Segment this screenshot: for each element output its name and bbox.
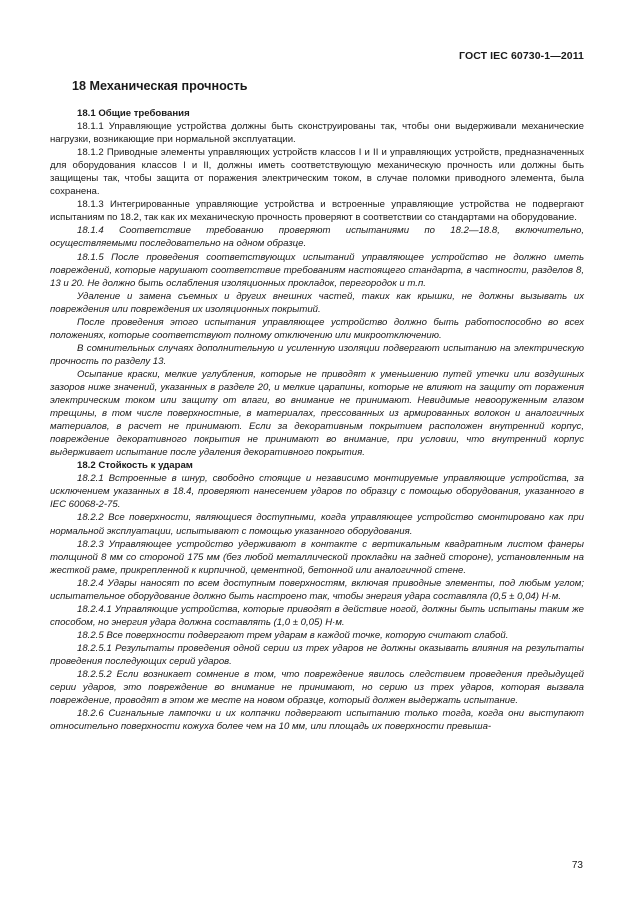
paragraph: 18.2.4 Удары наносят по всем доступным поверхностям, включая приводные элементы, под любым углом; испытательное оборудование должно быть настроено так, чтобы энергия удара составляла (0,5 ± 0,04) Н·м. bbox=[50, 577, 584, 602]
paragraph: 18.1.3 Интегрированные управляющие устройства и встроенные управляющие устройства не подвергают испытаниям по 18.2, так как их механическую прочность проверяют в соответствии со стандартами на оборудование. bbox=[50, 199, 584, 224]
paragraph: 18.2.3 Управляющее устройство удерживают в контакте с вертикальным квадратным листом фанеры толщиной 8 мм со стороной 175 мм (без любой металлической прокладки на задней стороне), установленным на жесткой раме, прикрепленной к кирпичной, цементной, бетонной или аналогичной стене. bbox=[50, 538, 584, 576]
paragraph: В сомнительных случаях дополнительную и усиленную изоляции подвергают испытанию на электрическую прочность по разделу 13. bbox=[50, 342, 584, 367]
page-content bbox=[50, 78, 584, 733]
section-title: 18 Механическая прочность bbox=[72, 79, 248, 93]
paragraph: 18.2.6 Сигнальные лампочки и их колпачки подвергают испытанию только тогда, когда они выступают относительно поверхности кожуха более чем на 10 мм, или площадь их поверхности превыша- bbox=[50, 708, 584, 733]
paragraph: После проведения этого испытания управляющее устройство должно быть работоспособно во всех положениях, которые соответствуют полному отключению или микроотключению. bbox=[50, 316, 584, 341]
paragraph: 18.2.5 Все поверхности подвергают трем ударам в каждой точке, которую считают слабой. bbox=[77, 629, 509, 641]
paragraph: 18.2.4.1 Управляющие устройства, которые приводят в действие ногой, должны быть испытаны таким же способом, но энергия удара должна составлять (1,0 ± 0,05) Н·м. bbox=[50, 603, 584, 628]
paragraph: 18.2.2 Все поверхности, являющиеся доступными, когда управляющее устройство смонтировано как при нормальной эксплуатации, испытывают с помощью указанного оборудования. bbox=[50, 512, 584, 537]
standard-code: ГОСТ IEC 60730-1—2011 bbox=[459, 50, 584, 62]
page-number: 73 bbox=[571, 860, 583, 871]
paragraph: 18.2.5.1 Результаты проведения одной серии из трех ударов не должны оказывать влияния на результаты проведения последующих серий ударов. bbox=[50, 642, 584, 667]
subsection-title-impact: 18.2 Стойкость к ударам bbox=[77, 460, 193, 472]
paragraph: 18.1.5 После проведения соответствующих испытаний управляющее устройство не должно иметь повреждений, которые нарушают соответствие требованиям настоящего стандарта, в частности, разделов 8, 13 и 20. Не должно быть ослабления изоляционных прокладок, перегородок и т.п. bbox=[50, 251, 584, 289]
paragraph: 18.1.2 Приводные элементы управляющих устройств классов I и II и управляющих устройств, предназначенных для оборудования классов I и II, должны иметь соответствующую механическую прочность или должны быть защищены так, чтобы защита от поражения электрическим током, в случае поломки приводного элемента, была сохранена. bbox=[50, 147, 584, 198]
paragraph: Удаление и замена съемных и других внешних частей, таких как крышки, не должны вызывать их повреждения или повреждения их изоляционных покрытий. bbox=[50, 290, 584, 315]
subsection-title-general: 18.1 Общие требования bbox=[77, 108, 190, 119]
paragraph: 18.1.4 Соответствие требованию проверяют испытаниями по 18.2—18.8, включительно, осуществляемыми последовательно на одном образце. bbox=[50, 225, 584, 250]
paragraph: 18.2.1 Встроенные в шнур, свободно стоящие и независимо монтируемые управляющие устройства, за исключением указанных в 18.4, проверяют нанесением ударов по образцу с помощью оборудования, указанного в IEC 60068-2-75. bbox=[50, 473, 584, 511]
paragraph: 18.1.1 Управляющие устройства должны быть сконструированы так, чтобы они выдерживали механические нагрузки, возникающие при нормальной эксплуатации. bbox=[50, 121, 584, 146]
paragraph: 18.2.5.2 Если возникает сомнение в том, что повреждение явилось следствием проведения предыдущей серии ударов, это повреждение во внимание не принимают, но серию из трех ударов, которая вызвала повреждение, проводят в этом же месте на новом образце, который должен выдержать испытание. bbox=[50, 669, 584, 707]
paragraph: Осыпание краски, мелкие углубления, которые не приводят к уменьшению путей утечки или воздушных зазоров ниже значений, указанных в разделе 20, и мелкие царапины, которые не влияют на защиту от поражения электрическим током или защиту от влаги, во внимание не принимают. Невидимые невооруженным глазом трещины, в том числе поверхностные, в материалах, прессованных из армированных волокон и аналогичных материалов, в расчет не принимают. Если за декоративным покрытием расположен внутренний корпус, повреждение декоративного покрытия не принимают во внимание, при условии, что внутренний корпус выдерживает испытание после удаления декоративного покрытия. bbox=[50, 368, 584, 459]
